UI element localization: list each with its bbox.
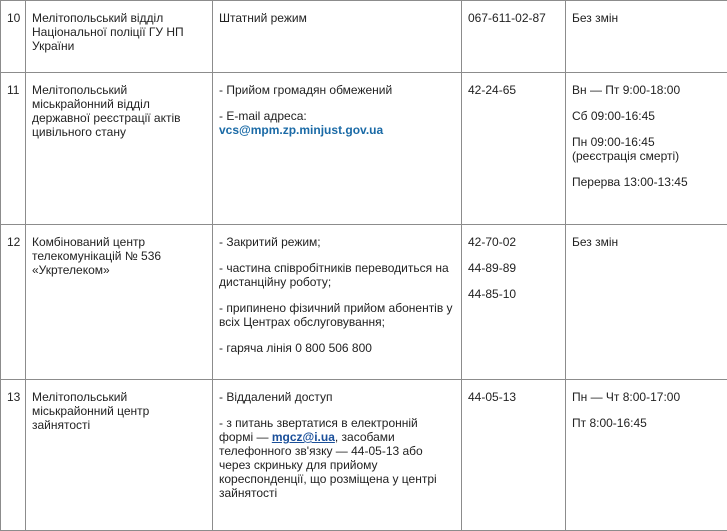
organization-name: Мелітопольський відділ Національної поліції ГУ НП України [26, 1, 213, 73]
mode-line: - Віддалений доступ [219, 390, 455, 404]
working-hours: Без змін [566, 1, 727, 73]
hours-line: Сб 09:00-16:45 [572, 109, 721, 123]
row-number: 13 [1, 380, 26, 531]
organization-name: Комбінований центр телекомунікацій № 536 «Укртелеком» [26, 225, 213, 380]
mode-line: - з питань звертатися в електронній формі — [219, 416, 418, 444]
mode-line: - припинено фізичний прийом абонентів у всіх Центрах обслуговування; [219, 301, 455, 329]
hours-line: Пт 8:00-16:45 [572, 416, 721, 430]
phones: 067-611-02-87 [462, 1, 566, 73]
working-hours: Без змін [566, 225, 727, 380]
mode-line: - E-mail адреса: [219, 109, 307, 123]
work-mode: Штатний режим [213, 1, 462, 73]
phone-number: 42-70-02 [468, 235, 559, 249]
table-row [1, 73, 727, 225]
table-row [1, 380, 727, 531]
working-hours [566, 73, 727, 225]
mode-line: , засобами телефонного зв'язку — 44-05-13 або через скриньку для прийому кореспонденції, що розміщена у центрі зайнятості [219, 430, 437, 500]
email-link[interactable]: mgcz@i.ua [272, 430, 335, 444]
row-number: 12 [1, 225, 26, 380]
work-mode [213, 380, 462, 531]
mode-line: - частина співробітників переводиться на дистанційну роботу; [219, 261, 455, 289]
phone-number: 44-89-89 [468, 261, 559, 275]
row-number: 11 [1, 73, 26, 225]
table-row [1, 1, 727, 73]
email-link[interactable]: vcs@mpm.zp.minjust.gov.ua [219, 123, 383, 137]
hours-line: Перерва 13:00-13:45 [572, 175, 721, 189]
phones: 44-05-13 [462, 380, 566, 531]
work-mode [213, 73, 462, 225]
mode-line: - гаряча лінія 0 800 506 800 [219, 341, 455, 355]
hours-line: Вн — Пт 9:00-18:00 [572, 83, 721, 97]
mode-line: - Закритий режим; [219, 235, 455, 249]
organization-name: Мелітопольський міськрайонний відділ державної реєстрації актів цивільного стану [26, 73, 213, 225]
hours-line: Пн 09:00-16:45 (реєстрація смерті) [572, 135, 721, 163]
phones [462, 225, 566, 380]
table-row [1, 225, 727, 380]
mode-line: - Прийом громадян обмежений [219, 83, 455, 97]
phone-number: 44-85-10 [468, 287, 559, 301]
row-number: 10 [1, 1, 26, 73]
working-hours [566, 380, 727, 531]
hours-line: Пн — Чт 8:00-17:00 [572, 390, 721, 404]
phones: 42-24-65 [462, 73, 566, 225]
organization-name: Мелітопольський міськрайонний центр зайнятості [26, 380, 213, 531]
work-mode [213, 225, 462, 380]
